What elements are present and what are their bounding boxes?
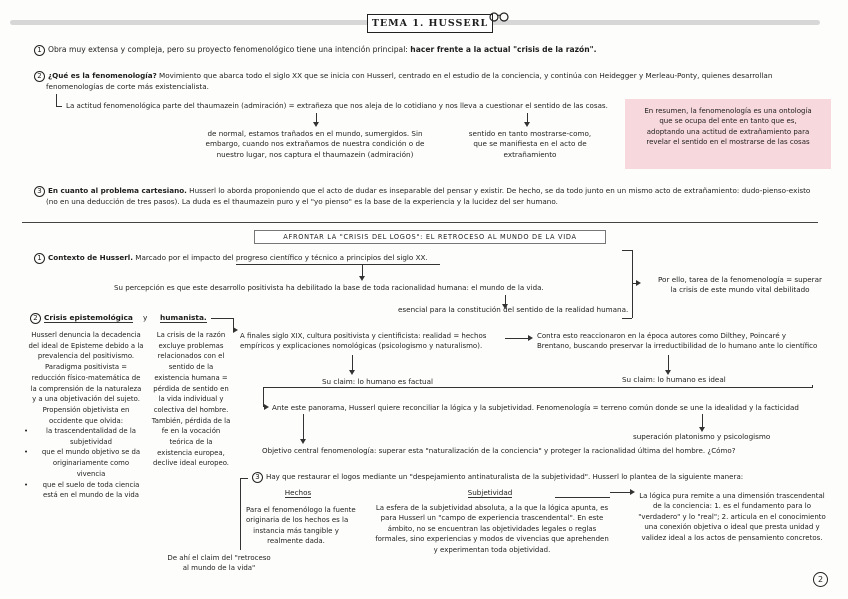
page-number: 2 xyxy=(813,572,828,587)
xix-culture: A finales siglo XIX, cultura positivista y cientificista: realidad = hechos empíricos y explicaciones nomológicas (psicologismo y naturalismo). xyxy=(240,332,487,351)
number-badge: 3 xyxy=(252,472,263,483)
intro-point-1: 1 Obra muy extensa y compleja, pero su proyecto fenomenológico tiene una intención principal: hacer frente a la actual "crisis de la razón". xyxy=(34,45,597,56)
claim-factual: Su claim: lo humano es factual xyxy=(322,377,434,386)
hechos-text: Para el fenomenólogo la fuente originaria de los hechos es la instancia más tangible y realmente dada. xyxy=(246,506,356,546)
context-essential: esencial para la constitución del sentido de la realidad humana. xyxy=(398,305,629,314)
intro-point-3: 3 En cuanto al problema cartesiano. Husserl lo aborda proponiendo que el acto de dudar es inseparable del pensar y existir. De hecho, se da todo junto en un mismo acto de extrañamiento: dudo-pienso-existo xyxy=(34,186,810,197)
section-title: AFRONTAR LA "CRISIS DEL LOGOS": EL RETROCESO AL MUNDO DE LA VIDA xyxy=(254,230,606,244)
retroceso-claim: De ahí el claim del "retroceso al mundo de la vida" xyxy=(167,554,271,573)
intro-point-2-cont: fenomenologías de corte más existencialista. xyxy=(46,82,209,91)
thaumazein-line: La actitud fenomenológica parte del thaumazein (admiración) = extrañeza que nos aleja de lo cotidiano y nos lleva a cuestionar el sentido de las cosas. xyxy=(66,101,608,110)
intro-point-2: 2 ¿Qué es la fenomenología? Movimiento que abarca todo el siglo XX que se inicia con Husserl, centrado en el estudio de la conciencia, y continúa con Heidegger y Merleau-Ponty, quienes desarrollan xyxy=(34,71,772,82)
glasses-icon xyxy=(488,10,510,22)
logica-pura: La lógica pura remite a una dimensión trascendental de la conciencia: 1. es el fundamento para lo "verdadero" y lo "real"; 2. articula en el conocimiento una conexión objetiva o ideal que presta unidad y validez ideal a los actos de pensamiento concretos. xyxy=(638,492,826,542)
page-title: TEMA 1. HUSSERL xyxy=(367,14,493,33)
number-badge: 2 xyxy=(30,313,41,324)
claim-ideal: Su claim: lo humano es ideal xyxy=(622,375,726,384)
crisis-heading: 2 Crisis epistemológica xyxy=(30,313,133,324)
logos-point-3: 3 Hay que restaurar el logos mediante un "despejamiento antinaturalista de la subjetividad". Husserl lo plantea de la siguiente manera: xyxy=(252,472,743,483)
branch-right: sentido en tanto mostrarse-como, que se manifiesta en el acto de extrañamiento xyxy=(468,129,592,159)
number-badge: 1 xyxy=(34,253,45,264)
subjetividad-text: La esfera de la subjetividad absoluta, a la que la lógica apunta, es para Husserl un "campo de experiencia trascendental". En este ámbito, no se encuentran las objetividades legales o reglas formales, sino experiencias y modos de vivencias que aprehenden y experimentan toda objetividad. xyxy=(375,504,609,554)
crisis-y: y xyxy=(143,313,148,322)
superacion: superación platonismo y psicologismo xyxy=(633,432,771,441)
crisis-humanist: humanista. xyxy=(160,313,207,322)
objetivo: Objetivo central fenomenología: superar esta "naturalización de la conciencia" y proteger la racionalidad última del hombre. ¿Cómo? xyxy=(262,446,736,455)
hechos-title: Hechos xyxy=(284,488,312,497)
section-divider xyxy=(22,222,818,223)
context-perception: Su percepción es que este desarrollo positivista ha debilitado la base de toda racionalidad humana: el mundo de la vida. xyxy=(114,283,544,292)
number-badge: 2 xyxy=(34,71,45,82)
branch-left: de normal, estamos trañados en el mundo, sumergidos. Sin embargo, cuando nos extrañamos de nuestra condición o de nuestro lugar, nos captura el thaumazein (admiración) xyxy=(205,129,425,159)
context-point-1: 1 Contexto de Husserl. Marcado por el impacto del progreso científico y técnico a principios del siglo XX. xyxy=(34,253,428,264)
mid-column: La crisis de la razón excluye problemas relacionados con el sentido de la existencia humana = pérdida de sentido en la vida individual y colectiva del hombre. También, pérdida de la fe en la vocación teórica de la existencia europea, declive ideal europeo. xyxy=(151,331,231,468)
left-bullets: • la trascendentalidad de la subjetividad • que el mundo objetivo se da originariamente como vivencia • que el suelo de toda ciencia está en el mundo de la vida xyxy=(24,427,141,500)
number-badge: 3 xyxy=(34,186,45,197)
intro-point-3-cont: (no en una deducción de tres pasos). La duda es el thaumazein puro y el "yo pienso" es la base de la experiencia y la lucidez del ser humano. xyxy=(46,197,558,206)
panorama: Ante este panorama, Husserl quiere reconciliar la lógica y la subjetividad. Fenomenología = terreno común donde se une la idealidad y la facticidad xyxy=(272,403,799,412)
summary-text: En resumen, la fenomenología es una ontología que se ocupa del ente en tanto que es, adoptando una actitud de extrañamiento para revelar el sentido en el mostrarse de las cosas xyxy=(644,107,812,147)
number-badge: 1 xyxy=(34,45,45,56)
reaction: Contra esto reaccionaron en la época autores como Dilthey, Poincaré y Brentano, buscando preservar la irreductibilidad de lo humano ante lo científico xyxy=(537,332,818,351)
left-column: Husserl denuncia la decadencia del ideal de Episteme debido a la prevalencia del positivismo. Paradigma positivista = reducción físico-matemática de la comprensión de la naturaleza y a una objetivación del sujeto. Propensión objetivista en occidente que olvida: xyxy=(28,331,144,425)
context-task: Por ello, tarea de la fenomenología = superar la crisis de este mundo vital debilitado xyxy=(657,275,822,295)
subjetividad-title: Subjetividad xyxy=(467,488,513,497)
